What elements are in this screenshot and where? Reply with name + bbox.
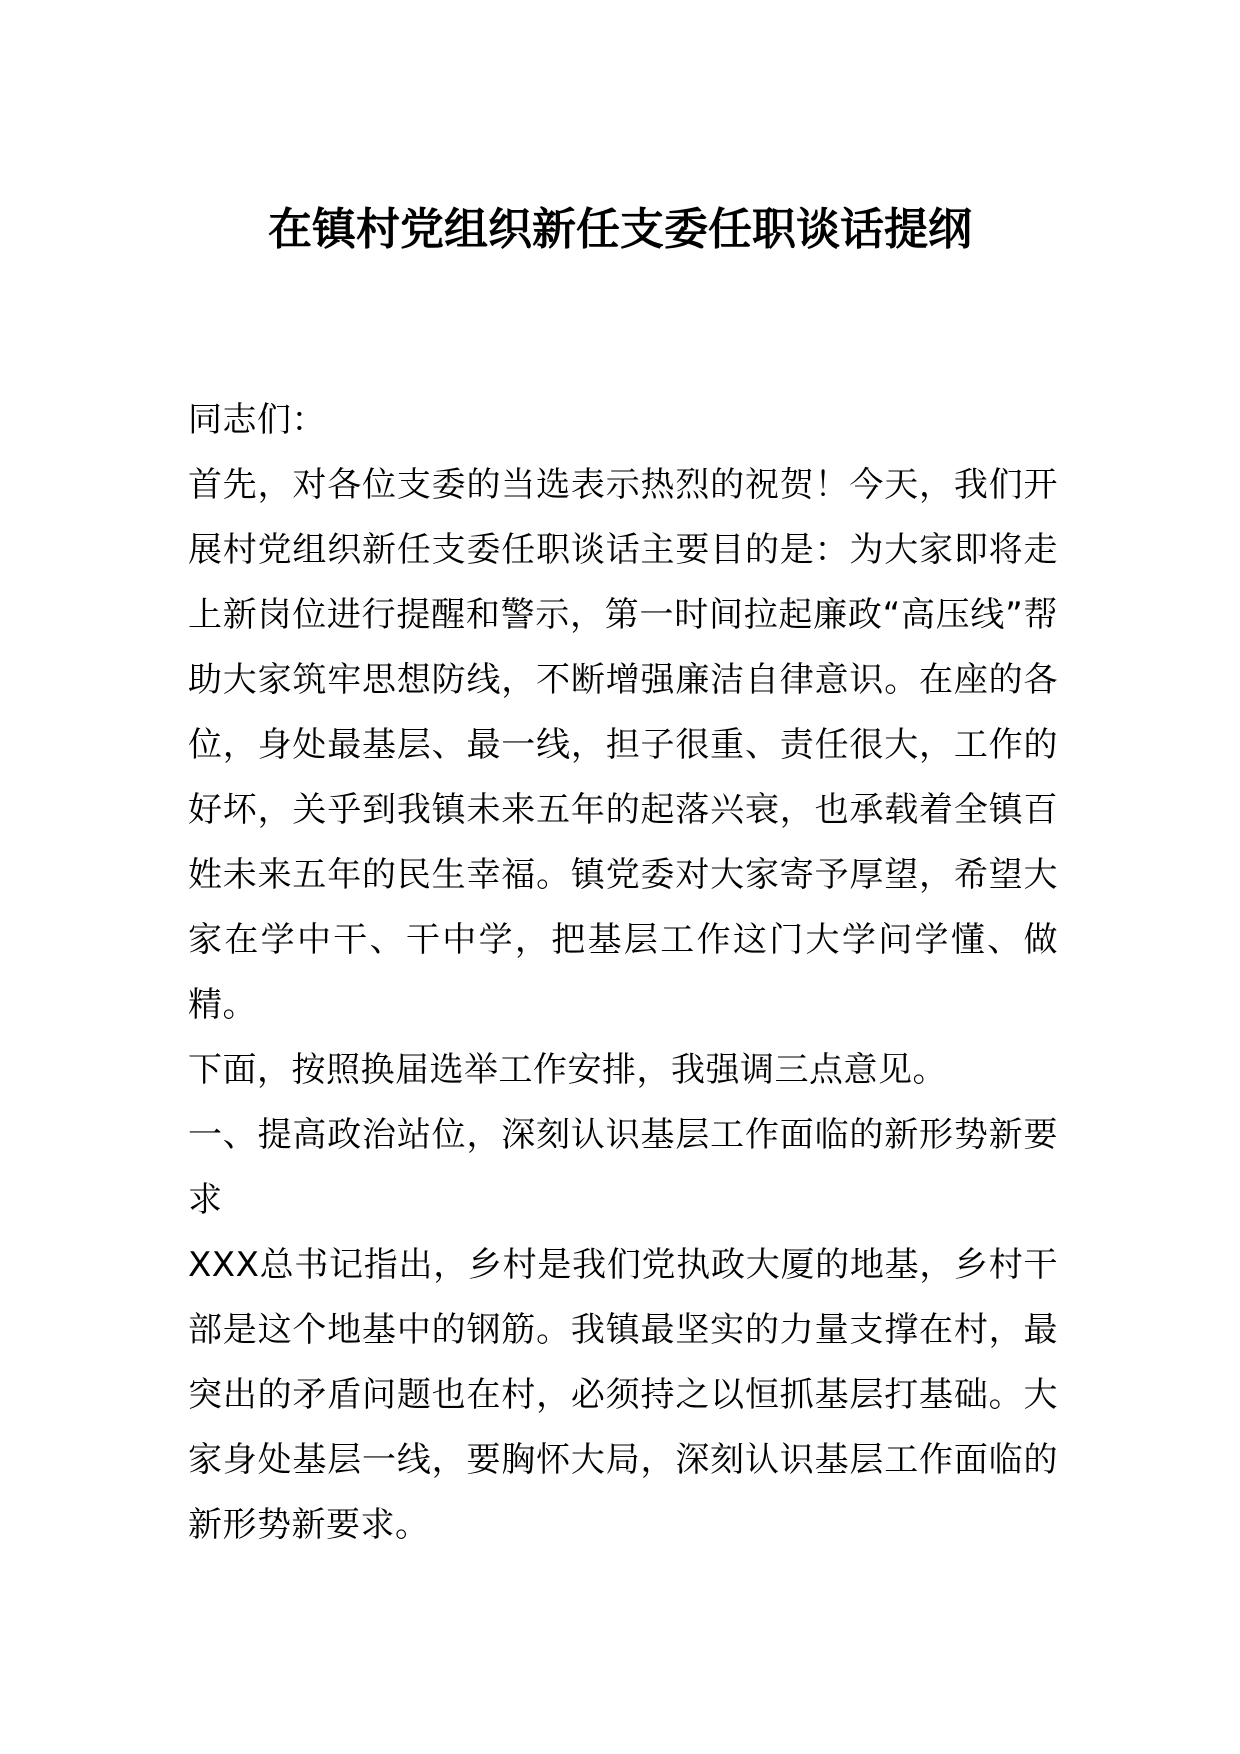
section-heading-1: 一、提高政治站位，深刻认识基层工作面临的新形势新要求	[188, 1115, 1058, 1220]
salutation-paragraph: 同志们：	[188, 400, 326, 440]
document-title: 在镇村党组织新任支委任职谈话提纲	[268, 204, 972, 255]
document-body	[188, 388, 1058, 1558]
intro-paragraph: 首先，对各位支委的当选表示热烈的祝贺！今天，我们开展村党组织新任支委任职谈话主要目的是：为大家即将走上新岗位进行提醒和警示，第一时间拉起廉政“高压线”帮助大家筑牢思想防线，不断增强廉洁自律意识。在座的各位，身处最基层、最一线，担子很重、责任很大，工作的好坏，关乎到我镇未来五年的起落兴衰，也承载着全镇百姓未来五年的民生幸福。镇党委对大家寄予厚望，希望大家在学中干、干中学，把基层工作这门大学问学懂、做精。	[188, 465, 1058, 1025]
transition-paragraph: 下面，按照换届选举工作安排，我强调三点意见。	[188, 1050, 947, 1090]
section-1-paragraph: XXX总书记指出，乡村是我们党执政大厦的地基，乡村干部是这个地基中的钢筋。我镇最坚实的力量支撑在村，最突出的矛盾问题也在村，必须持之以恒抓基层打基础。大家身处基层一线，要胸怀大局，深刻认识基层工作面临的新形势新要求。	[188, 1245, 1058, 1545]
